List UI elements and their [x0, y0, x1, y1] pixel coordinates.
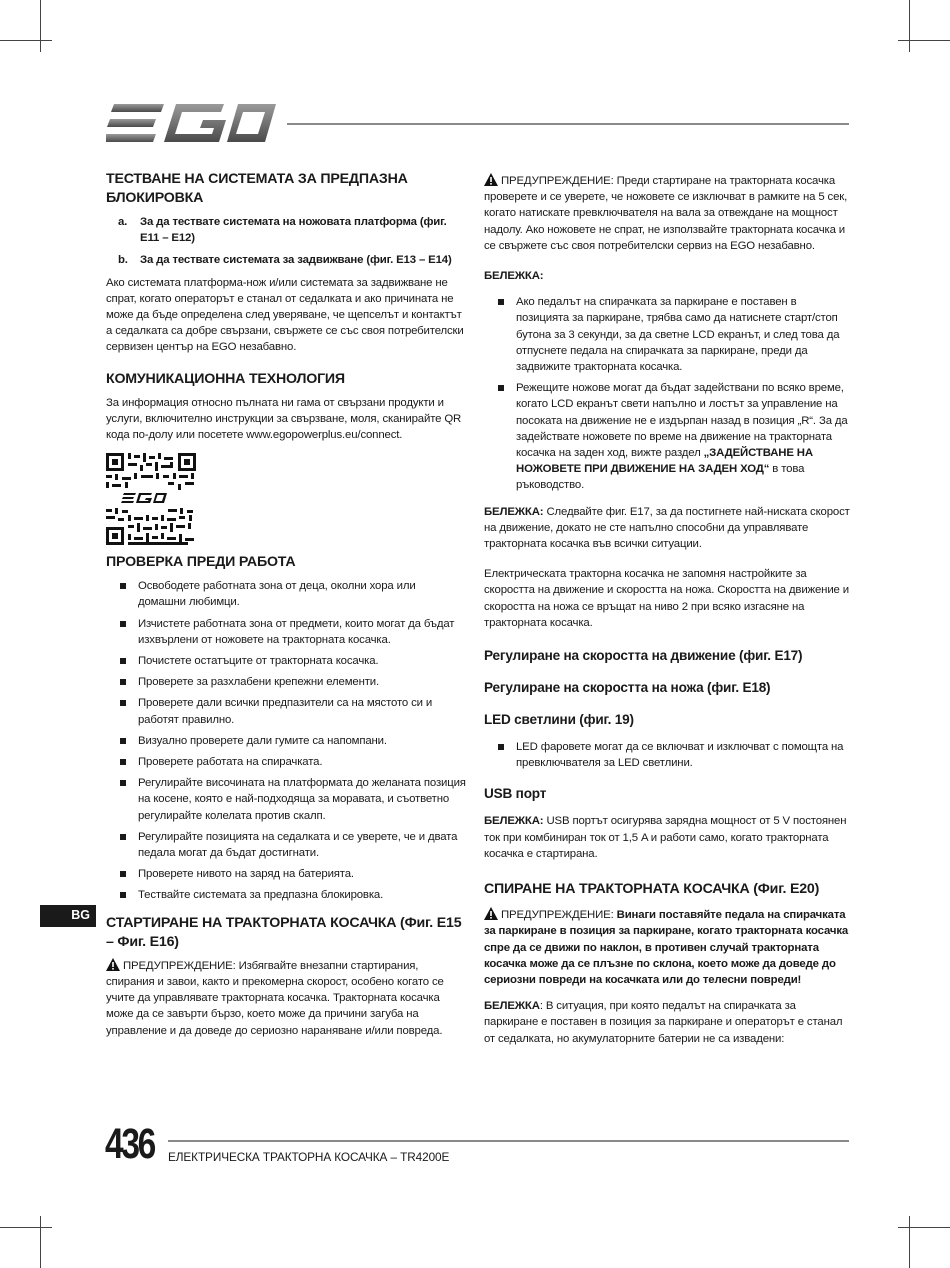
- warning-label: ПРЕДУПРЕЖДЕНИЕ:: [501, 175, 614, 187]
- item-text: За да тествате системата за задвижване (фиг. E13 – E14): [140, 254, 452, 267]
- list-item: Освободете работната зона от деца, околни хора или домашни любимци.: [106, 578, 466, 610]
- paragraph-interlock: Ако системата платформа-нож и/или системата за задвижване не спрат, когато операторът е станал от седалката и ако причината не може да бъде определена след уверяване, че щепселът и контактът а седалката са добре свързани, свържете се със своя потребителски сервизен център на EGO незабавно.: [106, 276, 464, 354]
- warning-label: ПРЕДУПРЕЖДЕНИЕ:: [501, 909, 614, 922]
- note-paragraph-usb: БЕЛЕЖКА: USB портът осигурява зарядна мощност от 5 V постоянен ток при комбиниран ток от 1,5 A и работи само, когато тракторната косачка е стартирана.: [484, 815, 847, 860]
- footer-rule: [168, 1140, 849, 1142]
- language-tab-label: BG: [71, 908, 90, 922]
- crop-mark: [0, 1227, 52, 1228]
- warning-paragraph-start: [106, 958, 466, 1039]
- list-item: Почистете остатъците от тракторната косачка.: [106, 653, 466, 669]
- section-heading-interlock: ТЕСТВАНЕ НА СИСТЕМАТА ЗА ПРЕДПАЗНА БЛОКИРОВКА: [106, 171, 408, 206]
- note-heading: БЕЛЕЖКА:: [484, 270, 544, 283]
- list-item: [118, 214, 466, 246]
- crop-mark: [0, 40, 52, 41]
- warning-paragraph-stop: [484, 907, 850, 988]
- section-heading-stop: СПИРАНЕ НА ТРАКТОРНАТА КОСАЧКА (Фиг. E20): [484, 881, 820, 898]
- list-item: Ако педалът на спирачката за паркиране е поставен в позицията за паркиране, трябва само да натиснете старт/стоп бутона за 3 секунди, за да светне LCD екранът, и след това да отпуснете педала на спирачката за паркиране, преди да задвижите тракторната косачка.: [484, 294, 850, 375]
- crop-mark: [40, 0, 41, 52]
- list-item: LED фаровете могат да се включват и изключват с помощта на превключвателя за LED светлини.: [484, 739, 850, 771]
- heading-blade-speed: Регулиране на скоростта на ножа (фиг. E18): [484, 680, 771, 696]
- crop-mark: [909, 0, 910, 52]
- led-list: [484, 739, 850, 771]
- heading-usb: USB порт: [484, 786, 547, 802]
- warning-text: Избягвайте внезапни стартирания, спирания и завои, както и прекомерна скорост, особено когато се учите да управлявате тракторната косачка. Тракторната косачка може да се завърти бързо, което може да причини загуба на управление и да доведе до сериозно нараняване и/или повреда.: [106, 959, 444, 1037]
- list-item: Визуално проверете дали гумите са напомпани.: [106, 733, 466, 749]
- warning-text: Преди стартиране на тракторната косачка проверете и се уверете, че ножовете се изключват в рамките на 5 сек, когато натискате превключвателя на вала за отвеждане на мощност надолу. Ако ножовете не спрат, не използвайте тракторната косачка и се свържете със своя потребителски сервиз на EGO незабавно.: [484, 175, 848, 252]
- section-heading-start: СТАРТИРАНЕ НА ТРАКТОРНАТА КОСАЧКА (Фиг. E15 – Фиг. E16): [106, 914, 462, 950]
- warning-icon: [484, 907, 498, 920]
- crop-mark: [898, 40, 950, 41]
- warning-paragraph-blades: [484, 173, 850, 254]
- paragraph-speed-memory: Електрическата тракторна косачка не запомня настройките за скоростта на движение и скоростта на ножа. Скоростта на движение и скоростта на ножа се връщат на ниво 2 при всяко изгасяне на тракторната косачка.: [484, 568, 849, 629]
- precheck-list: [106, 578, 466, 903]
- warning-icon: [484, 173, 498, 186]
- warning-label: ПРЕДУПРЕЖДЕНИЕ:: [123, 959, 236, 972]
- paragraph-communication: За информация относно пълната ни гама от свързани продукти и услуги, включително инструкции за свързване, моля, сканирайте QR кода по-долу или посетете www.egopowerplus.eu/connect.: [106, 396, 462, 442]
- list-item: [118, 252, 466, 268]
- header-rule: [287, 123, 849, 125]
- crop-mark: [898, 1227, 950, 1228]
- list-item: Проверете за разхлабени крепежни елементи.: [106, 674, 466, 690]
- list-item: Регулирайте позицията на седалката и се уверете, че и двата педала могат да бъдат достигнати.: [106, 829, 466, 861]
- list-item: Проверете дали всички предпазители са на мястото си и работят правилно.: [106, 695, 466, 727]
- footer-title: ЕЛЕКТРИЧЕСКА ТРАКТОРНА КОСАЧКА – TR4200E: [168, 1150, 450, 1164]
- note-list: [484, 294, 850, 493]
- item-text: За да тествате системата на ножовата платформа (фиг. E11 – E12): [140, 216, 447, 245]
- note-paragraph-speed: БЕЛЕЖКА: Следвайте фиг. E17, за да постигнете най-ниската скорост на движение, докато не сте напълно способни да управлявате тракторната косачка във всички ситуации.: [484, 505, 850, 551]
- list-item: Проверете работата на спирачката.: [106, 754, 466, 770]
- heading-led: LED светлини (фиг. 19): [484, 712, 634, 728]
- crop-mark: [909, 1216, 910, 1268]
- list-item: Режещите ножове могат да бъдат задействани по всяко време, когато LCD екранът свети напълно и лостът за управление на посоката на движение не е издърпан назад в позиция „R“. За да задействате ножовете по време на движение на тракторната косачка на заден ход, вижте раздел „ЗАДЕЙСТВАНЕ НА НОЖОВЕТЕ ПРИ ДВИЖЕНИЕ НА ЗАДЕН ХОД“ в това ръководство.: [484, 380, 850, 493]
- language-tab: [40, 905, 96, 927]
- right-column: [484, 173, 850, 1057]
- list-item: Изчистете работната зона от предмети, които могат да бъдат изхвърлени от ножовете на тракторната косачка.: [106, 616, 466, 648]
- ego-logo: [106, 104, 276, 142]
- section-heading-communication: КОМУНИКАЦИОННА ТЕХНОЛОГИЯ: [106, 370, 345, 387]
- note-paragraph-stop: БЕЛЕЖКА: В ситуация, при която педалът на спирачката за паркиране е поставен в позиция за паркиране и операторът е станал от седалката, но акумулаторните батерии не са извадени:: [484, 1000, 843, 1045]
- item-letter: b.: [118, 254, 128, 267]
- item-letter: a.: [118, 216, 128, 228]
- section-heading-precheck: ПРОВЕРКА ПРЕДИ РАБОТА: [106, 554, 296, 571]
- warning-icon: [106, 958, 120, 971]
- page-number: 436: [105, 1120, 154, 1168]
- qr-code-icon: [106, 453, 196, 545]
- list-item: Тествайте системата за предпазна блокировка.: [106, 887, 466, 903]
- left-column: [106, 170, 466, 1049]
- heading-drive-speed: Регулиране на скоростта на движение (фиг. E17): [484, 648, 803, 664]
- list-item: Регулирайте височината на платформата до желаната позиция на косене, която е най-подходяща за моравата, и съответно регулирайте колелата против скалп.: [106, 775, 466, 824]
- crop-mark: [40, 1216, 41, 1268]
- warning-text: Винаги поставяйте педала на спирачката за паркиране в позиция за паркиране, когато тракторната косачка спре да се движи по наклон, в противен случай тракторната косачка може да се плъзне по склона, което може да доведе до сериозни повреди на косачката или до телесни повреди!: [484, 909, 849, 986]
- list-item: Проверете нивото на заряд на батерията.: [106, 866, 466, 882]
